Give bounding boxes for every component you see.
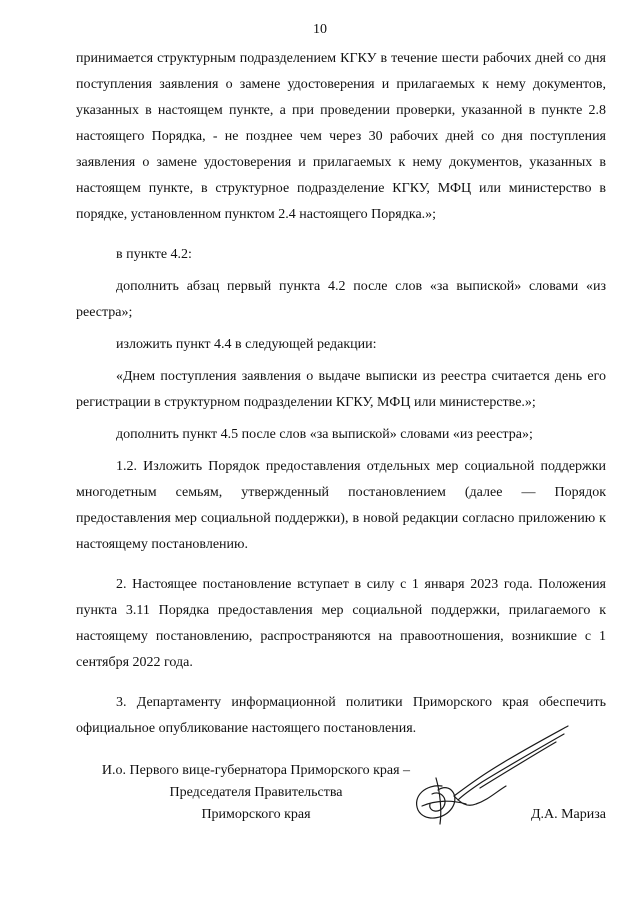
paragraph-section-3: 3. Департаменту информационной политики Приморского края обеспечить официальное опубликование настоящего постановления. — [76, 695, 606, 736]
paragraph-continuation: принимается структурным подразделением КГКУ в течение шести рабочих дней со дня поступления заявления о замене удостоверения и прилагаемых к нему документов, указанных в настоящем пункте, а при проведении проверки, указанной в пункте 2.8 настоящего Порядка, - не позднее чем через 30 рабочих дней со дня поступления заявления о замене удостоверения и прилагаемых к нему документов, указанных в настоящем пункте, в структурное подразделение КГКУ, МФЦ или министерство в порядке, установленном пунктом 2.4 настоящего Порядка.»; — [76, 51, 606, 222]
signer-position — [76, 760, 436, 826]
signer-position-line-2: Председателя Правительства — [169, 785, 343, 800]
paragraph-clause-4-4: изложить пункт 4.4 в следующей редакции: — [116, 337, 377, 352]
paragraph-section-2: 2. Настоящее постановление вступает в силу с 1 января 2023 года. Положения пункта 3.11 Порядка предоставления мер социальной поддержки, прилагаемого к настоящему постановлению, распространяются на правоотношения, возникшие с 1 сентября 2022 года. — [76, 577, 606, 670]
paragraph-section-1-2: 1.2. Изложить Порядок предоставления отдельных мер социальной поддержки многодетным семьям, утвержденный постановлением (далее — Порядок предоставления мер социальной поддержки), в новой редакции согласно приложению к настоящему постановлению. — [76, 459, 606, 552]
signature-block — [76, 760, 606, 850]
paragraph-amend-4-2: дополнить абзац первый пункта 4.2 после слов «за выпиской» словами «из реестра»; — [76, 279, 606, 320]
paragraph-clause-4-2: в пункте 4.2: — [116, 247, 192, 262]
document-body — [76, 46, 606, 742]
signer-name: Д.А. Мариза — [530, 807, 606, 822]
page-number: 10 — [313, 22, 327, 37]
paragraph-amend-4-5: дополнить пункт 4.5 после слов «за выпиской» словами «из реестра»; — [116, 427, 533, 442]
signer-position-line-3: Приморского края — [201, 807, 311, 822]
signer-position-line-1: И.о. Первого вице-губернатора Приморского края – — [101, 763, 411, 778]
paragraph-quote-4-4: «Днем поступления заявления о выдаче выписки из реестра считается день его регистрации в структурном подразделении КГКУ, МФЦ или министерстве.»; — [76, 369, 606, 410]
